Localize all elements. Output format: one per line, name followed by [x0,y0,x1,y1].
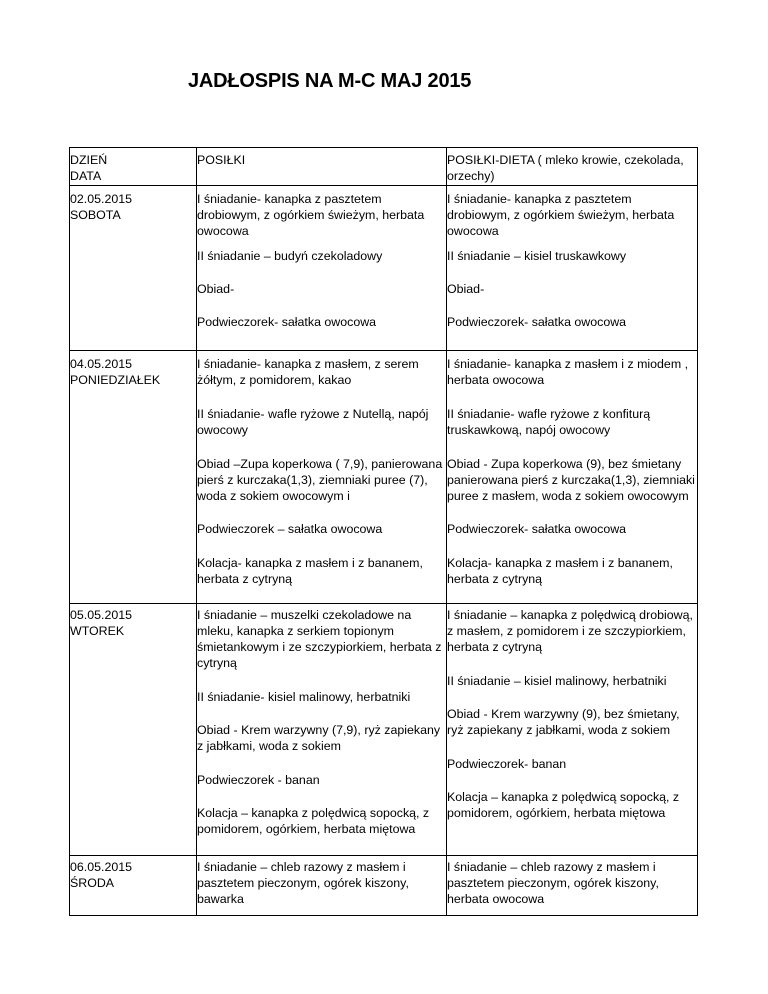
day-date: 06.05.2015 [70,860,133,874]
meal-item: Podwieczorek- sałatka owocowa [197,315,377,329]
diet-item: Obiad - Krem warzywny (9), bez śmietany, ryż zapiekany z jabłkami, woda z sokiem [447,707,680,737]
day-row [70,856,698,916]
meal-item: Podwieczorek - banan [197,773,320,787]
diet-cell [447,186,698,351]
diet-item: Obiad - Zupa koperkowa (9), bez śmietany panierowana pierś z kurczaka(1,3), ziemniaki puree z masłem, woda z sokiem owocowym [447,457,695,503]
meal-item: II śniadanie – budyń czekoladowy [197,249,383,263]
diet-item: Podwieczorek- banan [447,757,567,771]
day-row [70,186,698,351]
diet-item: I śniadanie – chleb razowy z masłem i pasztetem pieczonym, ogórek kiszony, herbata owocowa [447,860,659,906]
meals-cell [197,351,447,604]
header-meals-label: POSIŁKI [197,153,246,167]
diet-item: II śniadanie- wafle ryżowe z konfiturą truskawkową, napój owocowy [447,407,651,437]
diet-item: Kolacja – kanapka z polędwicą sopocką, z pomidorem, ogórkiem, herbata miętowa [447,790,680,820]
meal-item: II śniadanie- kisiel malinowy, herbatniki [197,690,411,704]
day-weekday: WTOREK [70,624,125,638]
diet-item: I śniadanie- kanapka z masłem i z miodem , herbata owocowa [447,357,689,387]
meal-item: Obiad - Krem warzywny (7,9), ryż zapiekany z jabłkami, woda z sokiem [197,723,441,753]
meal-item: II śniadanie- wafle ryżowe z Nutellą, napój owocowy [197,407,429,437]
meals-cell [197,186,447,351]
diet-item: Kolacja- kanapka z masłem i z bananem, herbata z cytryną [447,556,673,586]
meal-item: Kolacja – kanapka z polędwicą sopocką, z pomidorem, ogórkiem, herbata miętowa [197,806,430,836]
day-weekday: ŚRODA [70,876,115,890]
day-cell [70,351,197,604]
meal-item: Kolacja- kanapka z masłem i z bananem, herbata z cytryną [197,556,423,586]
header-row [70,148,698,186]
header-meals [197,148,447,186]
day-date: 02.05.2015 [70,192,133,206]
header-date-label: DATA [70,169,102,183]
meals-cell [197,604,447,856]
diet-item: I śniadanie – kanapka z polędwicą drobiową, z masłem, z pomidorem i ze szczypiorkiem, herbata z cytryną [447,608,693,654]
day-date: 05.05.2015 [70,608,133,622]
diet-cell [447,604,698,856]
diet-item: II śniadanie – kisiel truskawkowy [447,249,627,263]
header-diet-label: POSIŁKI-DIETA ( mleko krowie, czekolada, orzechy) [447,153,684,183]
diet-item: Podwieczorek- sałatka owocowa [447,315,627,329]
day-cell [70,604,197,856]
diet-item: Obiad- [447,282,485,296]
header-diet [447,148,698,186]
header-day [70,148,197,186]
diet-item: Podwieczorek- sałatka owocowa [447,522,627,536]
header-day-label: DZIEŃ [70,153,108,167]
day-weekday: SOBOTA [70,208,121,222]
day-row [70,604,698,856]
meal-item: Obiad –Zupa koperkowa ( 7,9), panierowana pierś z kurczaka(1,3), ziemniaki puree (7), woda z sokiem owocowym i [197,457,443,503]
diet-cell [447,351,698,604]
meal-item: I śniadanie – muszelki czekoladowe na mleku, kanapka z serkiem topionym śmietankowym i ze szczypiorkiem, herbata z cytryną [197,608,442,670]
meal-item: I śniadanie – chleb razowy z masłem i pasztetem pieczonym, ogórek kiszony, bawarka [197,860,409,906]
meal-item: I śniadanie- kanapka z masłem, z serem żółtym, z pomidorem, kakao [197,357,419,387]
day-cell [70,186,197,351]
meal-item: Podwieczorek – sałatka owocowa [197,522,383,536]
day-weekday: PONIEDZIAŁEK [70,373,161,387]
day-date: 04.05.2015 [70,357,133,371]
day-cell [70,856,197,916]
diet-item: II śniadanie – kisiel malinowy, herbatniki [447,674,667,688]
diet-item: I śniadanie- kanapka z pasztetem drobiowym, z ogórkiem świeżym, herbata owocowa [447,192,675,238]
page-title: JADŁOSPIS NA M-C MAJ 2015 [188,70,472,92]
meal-item: I śniadanie- kanapka z pasztetem drobiowym, z ogórkiem świeżym, herbata owocowa [197,192,425,238]
day-row [70,351,698,604]
menu-table [69,147,698,916]
meal-item: Obiad- [197,282,235,296]
meals-cell [197,856,447,916]
diet-cell [447,856,698,916]
